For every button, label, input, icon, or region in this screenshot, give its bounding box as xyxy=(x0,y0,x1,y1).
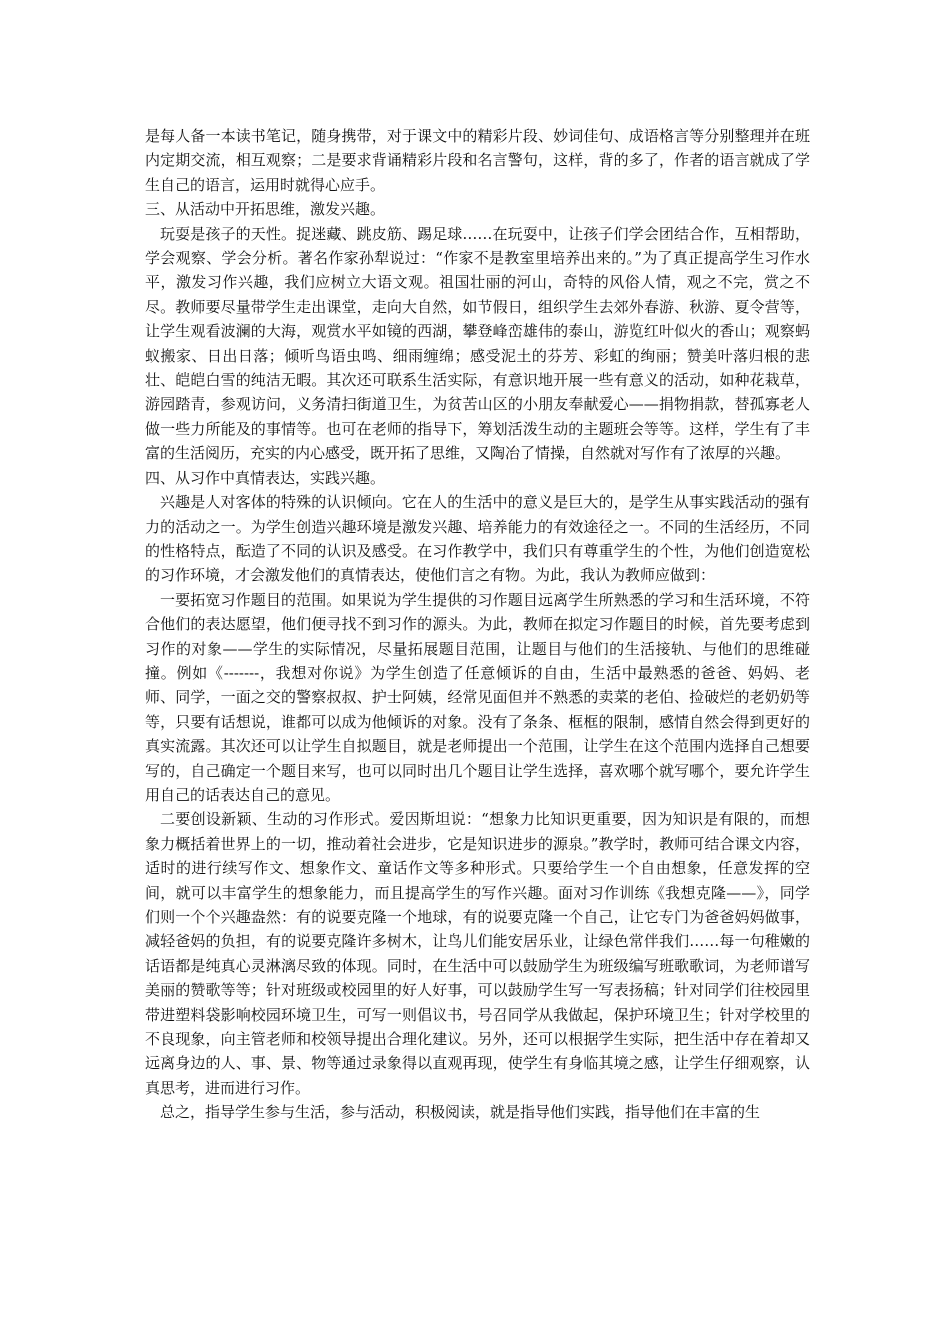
body-paragraph: 一要拓宽习作题目的范围。如果说为学生提供的习作题目远离学生所熟悉的学习和生活环境，不符合他们的表达愿望，他们便寻找不到习作的源头。为此，教师在拟定习作题目的时候，首先要考虑到习作的对象——学生的实际情况，尽量拓展题目范围，让题目与他们的生活接轨、与他们的思维碰撞。例如《-------，我想对你说》为学生创造了任意倾诉的自由，生活中最熟悉的爸爸、妈妈、老师、同学，一面之交的警察叔叔、护士阿姨，经常见面但并不熟悉的卖菜的老伯、捡破烂的老奶奶等等，只要有话想说，谁都可以成为他倾诉的对象。没有了条条、框框的限制，感情自然会得到更好的真实流露。其次还可以让学生自拟题目，就是老师提出一个范围，让学生在这个范围内选择自己想要写的，自己确定一个题目来写，也可以同时出几个题目让学生选择，喜欢哪个就写哪个，要允许学生用自己的话表达自己的意见。 xyxy=(145,590,810,804)
section-heading-3: 三、从活动中开拓思维，激发兴趣。 xyxy=(145,200,386,219)
section-heading-4: 四、从习作中真情表达，实践兴趣。 xyxy=(145,468,386,487)
paragraph-continuation: 是每人备一本读书笔记，随身携带，对于课文中的精彩片段、妙词佳句、成语格言等分别整理并在班内定期交流，相互观察；二是要求背诵精彩片段和名言警句，这样，背的多了，作者的语言就成了学生自己的语言，运用时就得心应手。 xyxy=(145,127,810,194)
body-paragraph: 玩耍是孩子的天性。捉迷藏、跳皮筋、踢足球……在玩耍中，让孩子们学会团结合作，互相帮助，学会观察、学会分析。著名作家孙犁说过：“作家不是教室里培养出来的。”为了真正提高学生习作水平，激发习作兴趣，我们应树立大语文观。祖国壮丽的河山，奇特的风俗人情，观之不完，赏之不尽。教师要尽量带学生走出课堂，走向大自然，如节假日，组织学生去郊外春游、秋游、夏令营等，让学生观看波澜的大海，观赏水平如镜的西湖，攀登峰峦雄伟的泰山，游览红叶似火的香山；观察蚂蚁搬家、日出日落；倾听鸟语虫鸣、细雨缠绵；感受泥土的芬芳、彩虹的绚丽；赞美叶落归根的悲壮、皑皑白雪的纯洁无暇。其次还可联系生活实际，有意识地开展一些有意义的活动，如种花栽草，游园踏青，参观访问，义务清扫街道卫生，为贫苦山区的小朋友奉献爱心——捐物捐款，替孤寡老人做一些力所能及的事情等。也可在老师的指导下，筹划活泼生动的主题班会等等。这样，学生有了丰富的生活阅历，充实的内心感受，既开拓了思维，又陶冶了情操，自然就对写作有了浓厚的兴趣。 xyxy=(145,224,810,463)
body-paragraph: 兴趣是人对客体的特殊的认识倾向。它在人的生活中的意义是巨大的，是学生从事实践活动的强有力的活动之一。为学生创造兴趣环境是激发兴趣、培养能力的有效途径之一。不同的生活经历，不同的性格特点，酝造了不同的认识及感受。在习作教学中，我们只有尊重学生的个性，为他们创造宽松的习作环境，才会激发他们的真情表达，使他们言之有物。为此，我认为教师应做到： xyxy=(145,493,810,585)
document-page xyxy=(145,124,810,1125)
body-paragraph-last: 总之，指导学生参与生活，参与活动，积极阅读，就是指导他们实践，指导他们在丰富的生 xyxy=(160,1103,761,1122)
body-paragraph: 二要创设新颖、生动的习作形式。爱因斯坦说：“想象力比知识更重要，因为知识是有限的，而想象力概括着世界上的一切，推动着社会进步，它是知识进步的源泉。”教学时，教师可结合课文内容，适时的进行续写作文、想象作文、童话作文等多种形式。只要给学生一个自由想象，任意发挥的空间，就可以丰富学生的想象能力，而且提高学生的写作兴趣。面对习作训练《我想克隆——》，同学们则一个个兴趣盎然：有的说要克隆一个地球，有的说要克隆一个自己，让它专门为爸爸妈妈做事，减轻爸妈的负担，有的说要克隆许多树木，让鸟儿们能安居乐业，让绿色常伴我们……每一句稚嫩的话语都是纯真心灵淋漓尽致的体现。同时，在生活中可以鼓励学生为班级编写班歌歌词，为老师谱写美丽的赞歌等等；针对班级或校园里的好人好事，可以鼓励学生写一写表扬稿；针对同学们往校园里带进塑料袋影响校园环境卫生，可写一则倡议书，号召同学从我做起，保护环境卫生；针对学校里的不良现象，向主管老师和校领导提出合理化建议。另外，还可以根据学生实际，把生活中存在着却又远离身边的人、事、景、物等通过录象得以直观再现，使学生有身临其境之感，让学生仔细观察，认真思考，进而进行习作。 xyxy=(145,810,810,1097)
